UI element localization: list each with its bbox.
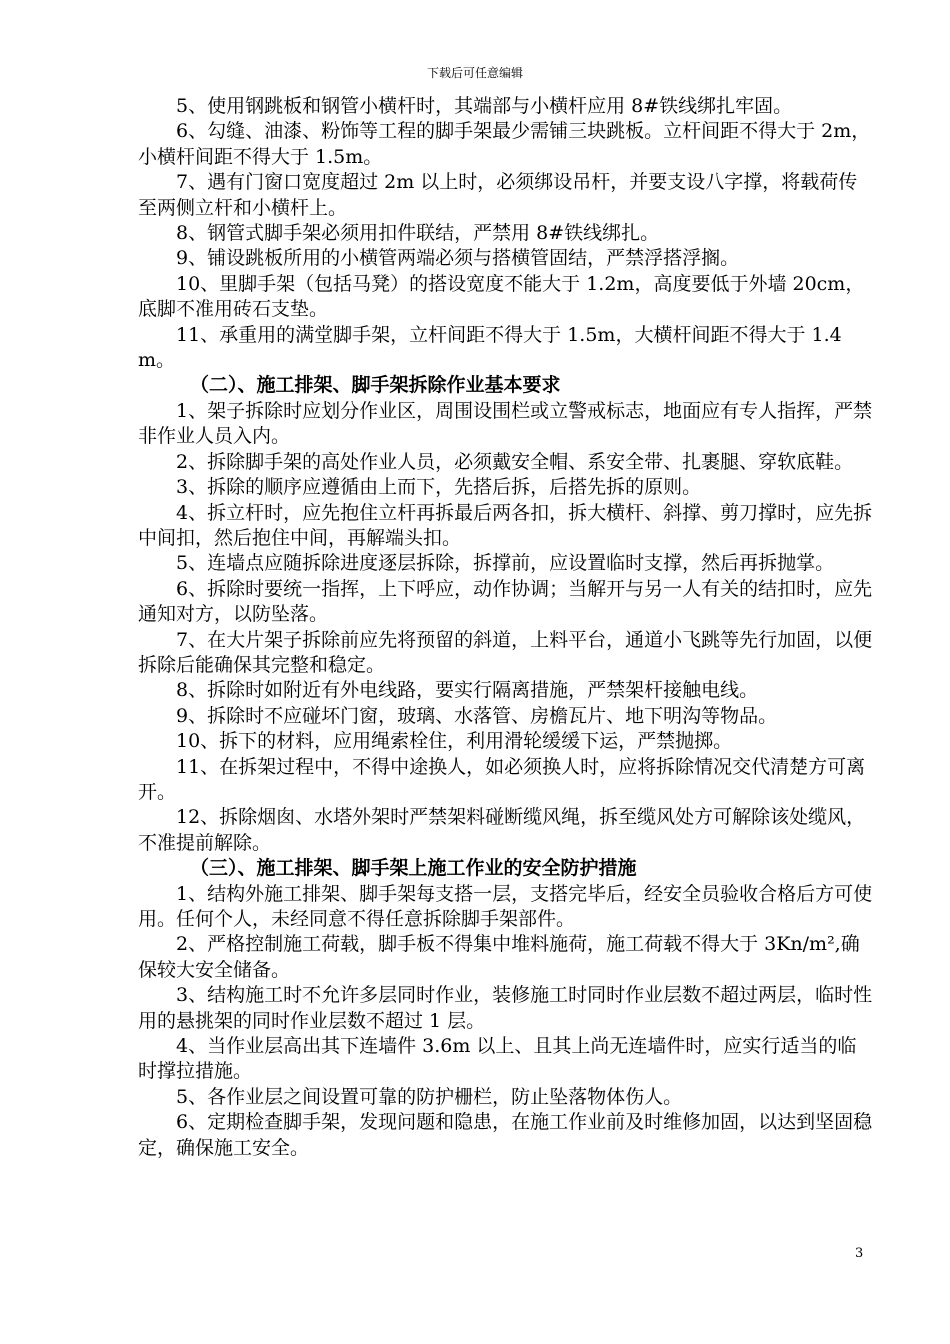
paragraph: 4、当作业层高出其下连墙件 3.6m 以上、且其上尚无连墙件时，应实行适当的临时撑拉措施。: [138, 1035, 857, 1083]
paragraph: 4、拆立杆时，应先抱住立杆再拆最后两各扣，拆大横杆、斜撑、剪刀撑时，应先拆中间扣，然后抱住中间，再解端头扣。: [138, 501, 873, 549]
paragraph: 3、结构施工时不允许多层同时作业，装修施工时同时作业层数不超过两层，临时性用的悬挑架的同时作业层数不超过 1 层。: [138, 984, 873, 1032]
paragraph: 9、铺设跳板所用的小横管两端必须与搭横管固结，严禁浮搭浮搁。: [176, 247, 740, 270]
paragraph: 1、结构外施工排架、脚手架每支搭一层，支搭完毕后，经安全员验收合格后方可使用。任何个人，未经同意不得任意拆除脚手架部件。: [138, 882, 873, 930]
document-body: [138, 94, 873, 1161]
paragraph: 5、使用钢跳板和钢管小横杆时，其端部与小横杆应用 8#铁线绑扎牢固。: [176, 95, 793, 117]
paragraph: 11、在拆架过程中，不得中途换人，如必须换人时，应将拆除情况交代清楚方可离开。: [138, 755, 866, 803]
page-number: 3: [855, 1246, 864, 1261]
paragraph: 5、连墙点应随拆除进度逐层拆除，拆撑前，应设置临时支撑，然后再拆抛掌。: [176, 552, 835, 575]
section-heading: （三）、施工排架、脚手架上施工作业的安全防护措施: [190, 857, 637, 880]
paragraph: 8、钢管式脚手架必须用扣件联结，严禁用 8#铁线绑扎。: [176, 222, 660, 245]
paragraph: 7、遇有门窗口宽度超过 2m 以上时，必须绑设吊杆，并要支设八字撑，将载荷传至两侧立杆和小横杆上。: [138, 171, 858, 219]
section-heading: （二）、施工排架、脚手架拆除作业基本要求: [190, 374, 561, 397]
paragraph: 8、拆除时如附近有外电线路，要实行隔离措施，严禁架杆接触电线。: [176, 679, 759, 702]
paragraph: 12、拆除烟囱、水塔外架时严禁架料碰断缆风绳，拆至缆风处方可解除该处缆风，不准提前解除。: [138, 806, 866, 854]
paragraph: 9、拆除时不应碰坏门窗，玻璃、水落管、房檐瓦片、地下明沟等物品。: [176, 704, 778, 727]
paragraph: 6、勾缝、油漆、粉饰等工程的脚手架最少需铺三块跳板。立杆间距不得大于 2m，小横杆间距不得大于 1.5m。: [138, 120, 871, 168]
paragraph: 3、拆除的顺序应遵循由上而下，先搭后拆，后搭先拆的原则。: [176, 476, 702, 499]
paragraph: 10、拆下的材料，应用绳索栓住，利用滑轮缓缓下运，严禁抛掷。: [176, 730, 733, 753]
paragraph: 1、架子拆除时应划分作业区，周围设围栏或立警戒标志，地面应有专人指挥，严禁非作业人员入内。: [138, 399, 873, 448]
paragraph: 11、承重用的满堂脚手架，立杆间距不得大于 1.5m，大横杆间距不得大于 1.4m。: [138, 323, 842, 372]
paragraph: 6、定期检查脚手架，发现问题和隐患，在施工作业前及时维修加固，以达到坚固稳定，确保施工安全。: [138, 1111, 873, 1159]
paragraph: 5、各作业层之间设置可靠的防护栅栏，防止坠落物体伤人。: [176, 1085, 683, 1108]
page-header: 下载后可任意编辑: [426, 66, 523, 80]
paragraph: 10、里脚手架（包括马凳）的搭设宽度不能大于 1.2m，高度要低于外墙 20cm，底脚不准用砖石支垫。: [138, 272, 865, 321]
paragraph: 2、严格控制施工荷载，脚手板不得集中堆料施荷，施工荷载不得大于 3Kn/m²,确保较大安全储备。: [138, 933, 860, 981]
paragraph: 7、在大片架子拆除前应先将预留的斜道，上料平台，通道小飞跳等先行加固，以便拆除后能确保其完整和稳定。: [138, 628, 873, 676]
paragraph: 6、拆除时要统一指挥，上下呼应，动作协调；当解开与另一人有关的结扣时，应先通知对方，以防坠落。: [138, 577, 873, 626]
paragraph: 2、拆除脚手架的高处作业人员，必须戴安全帽、系安全带、扎裹腿、穿软底鞋。: [176, 450, 854, 473]
